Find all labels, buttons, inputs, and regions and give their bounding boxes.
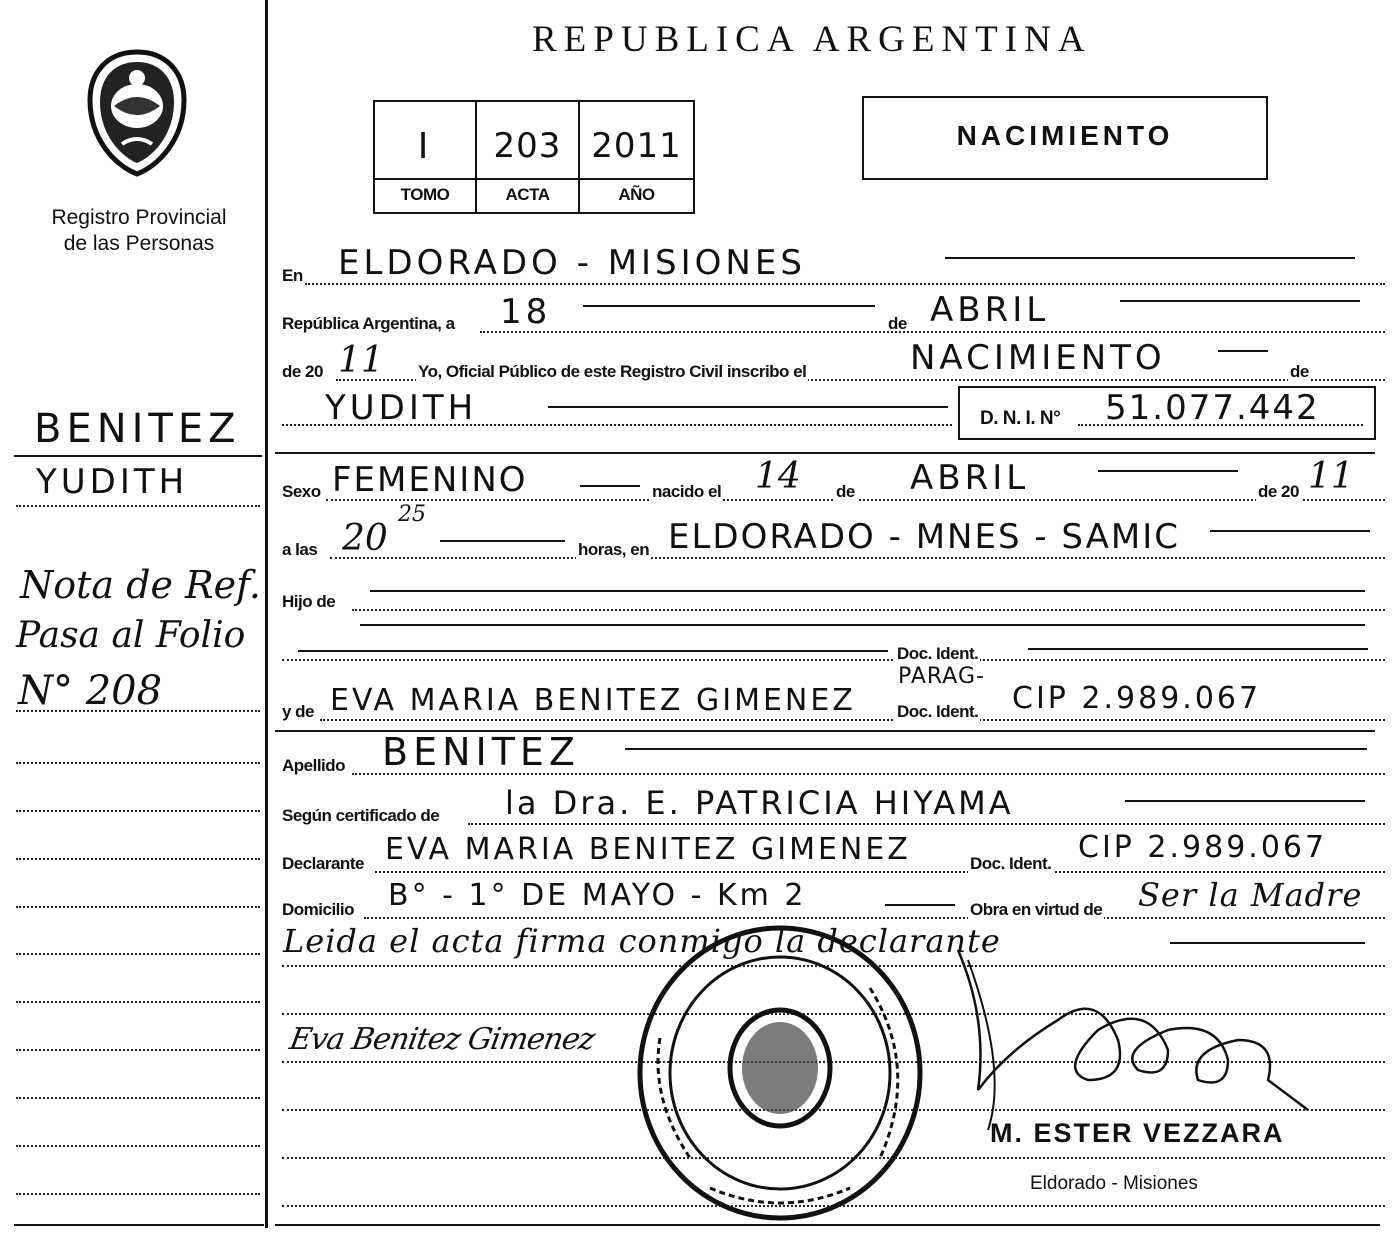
fill-line bbox=[360, 624, 1365, 626]
margin-note-name: YUDITH bbox=[36, 462, 189, 502]
left-column-divider bbox=[265, 0, 268, 1228]
form-line bbox=[352, 609, 1385, 611]
sexo-value: FEMENINO bbox=[332, 460, 528, 500]
yde-label: y de bbox=[282, 702, 315, 721]
alas-label: a las bbox=[282, 540, 318, 559]
form-line bbox=[468, 823, 1385, 825]
doc-ident2-label: Doc. Ident. bbox=[897, 702, 979, 721]
yo-text: Yo, Oficial Público de este Registro Civil inscribo el bbox=[418, 362, 807, 381]
margin-line bbox=[16, 858, 260, 860]
birth-year: 11 bbox=[1308, 456, 1354, 497]
acta-label: ACTA bbox=[505, 185, 550, 204]
margin-line bbox=[16, 1001, 260, 1003]
fill-line bbox=[580, 485, 640, 487]
margin-line bbox=[16, 710, 260, 712]
fill-line bbox=[1125, 800, 1365, 802]
document-type: NACIMIENTO bbox=[956, 120, 1174, 151]
form-line bbox=[282, 659, 1385, 661]
declarante-value: EVA MARIA BENITEZ GIMENEZ bbox=[385, 832, 911, 867]
tomo-acta-box bbox=[373, 100, 695, 214]
sexo-label: Sexo bbox=[282, 482, 321, 501]
declarant-signature: Eva Benitez Gimenez bbox=[286, 1022, 597, 1057]
fill-line bbox=[1210, 530, 1370, 532]
form-line bbox=[330, 557, 1385, 559]
fill-line bbox=[885, 904, 955, 906]
fill-line bbox=[298, 650, 888, 652]
doc-ident3-label: Doc. Ident. bbox=[970, 854, 1052, 873]
obra-value: Ser la Madre bbox=[1138, 876, 1363, 914]
registry-line1: Registro Provincial bbox=[51, 206, 227, 229]
acta-value: 203 bbox=[493, 126, 562, 166]
segun-label: Según certificado de bbox=[282, 806, 440, 825]
margin-line bbox=[16, 1145, 260, 1147]
fill-line bbox=[1028, 648, 1368, 650]
margin-line bbox=[16, 810, 260, 812]
dni-box bbox=[958, 386, 1376, 440]
fill-line bbox=[1218, 350, 1268, 352]
fill-line bbox=[945, 257, 1355, 259]
registry-title bbox=[10, 205, 268, 257]
page-title: REPUBLICA ARGENTINA bbox=[532, 19, 1092, 60]
margin-line bbox=[16, 1193, 260, 1195]
horas-label: horas, en bbox=[578, 540, 650, 559]
margin-line bbox=[16, 762, 260, 764]
birth-day: 14 bbox=[755, 456, 801, 497]
margin-note-ref: Nota de Ref. bbox=[20, 563, 261, 607]
fill-line bbox=[548, 406, 948, 408]
en-value: ELDORADO - MISIONES bbox=[338, 243, 806, 283]
day-value: 18 bbox=[500, 292, 552, 332]
anio-label: AÑO bbox=[618, 185, 655, 204]
dni-label: D. N. I. N° bbox=[980, 408, 1061, 429]
birth-month: ABRIL bbox=[910, 458, 1030, 498]
official-seal-icon bbox=[630, 918, 930, 1228]
apellido-value: BENITEZ bbox=[382, 730, 580, 774]
form-line bbox=[320, 719, 1385, 721]
obra-label: Obra en virtud de bbox=[970, 900, 1103, 919]
fill-line bbox=[440, 540, 565, 542]
form-line bbox=[375, 871, 1385, 873]
month-value: ABRIL bbox=[930, 290, 1050, 330]
mother-value: EVA MARIA BENITEZ GIMENEZ bbox=[330, 683, 856, 718]
minute-value: 25 bbox=[398, 502, 426, 527]
place-value: ELDORADO - MNES - SAMIC bbox=[668, 517, 1180, 557]
year-prefix: de 20 bbox=[282, 362, 323, 381]
apellido-label: Apellido bbox=[282, 756, 346, 775]
form-line bbox=[305, 283, 1385, 285]
section-rule bbox=[275, 452, 1375, 454]
margin-note-surname: BENITEZ bbox=[34, 406, 241, 452]
form-line bbox=[480, 331, 1385, 333]
document-type-box bbox=[862, 96, 1268, 180]
margin-line bbox=[16, 1049, 260, 1051]
rep-label: República Argentina, a bbox=[282, 314, 455, 333]
margin-line bbox=[16, 1097, 260, 1099]
registry-line2: de las Personas bbox=[63, 232, 215, 255]
de20-label: de 20 bbox=[1258, 482, 1299, 501]
misiones-emblem-icon bbox=[78, 48, 196, 178]
year-value: 11 bbox=[338, 340, 384, 381]
margin-note-number: N° 208 bbox=[18, 668, 163, 714]
margin-line bbox=[16, 906, 260, 908]
margin-rule bbox=[14, 455, 262, 457]
declarante-label: Declarante bbox=[282, 854, 364, 873]
de2-label: de bbox=[1290, 362, 1309, 381]
nacido-label: nacido el bbox=[652, 482, 722, 501]
tomo-value: I bbox=[417, 126, 433, 167]
leida-value: Leida el acta firma conmigo la declarante bbox=[283, 922, 1001, 960]
domicilio-value: B° - 1° DE MAYO - Km 2 bbox=[388, 878, 807, 913]
de3-label: de bbox=[836, 482, 855, 501]
margin-line bbox=[16, 953, 260, 955]
hour-value: 20 bbox=[342, 518, 388, 559]
segun-value: la Dra. E. PATRICIA HIYAMA bbox=[505, 784, 1014, 822]
official-location: Eldorado - Misiones bbox=[1030, 1173, 1198, 1194]
fill-line bbox=[370, 590, 1365, 592]
dni-value: 51.077.442 bbox=[1105, 388, 1320, 428]
de-label: de bbox=[888, 314, 907, 333]
domicilio-label: Domicilio bbox=[282, 900, 355, 919]
fill-line bbox=[1098, 470, 1238, 472]
margin-note-folio: Pasa al Folio bbox=[16, 615, 246, 656]
nac-value: NACIMIENTO bbox=[910, 338, 1166, 378]
margin-bottom-rule bbox=[14, 1224, 264, 1226]
doc-ident-label: Doc. Ident. bbox=[897, 644, 979, 663]
official-name: M. ESTER VEZZARA bbox=[990, 1118, 1285, 1148]
fill-line bbox=[625, 748, 1367, 750]
margin-line bbox=[16, 505, 260, 507]
fill-line bbox=[583, 305, 875, 307]
fill-line bbox=[1120, 300, 1360, 302]
tomo-label: TOMO bbox=[400, 185, 450, 204]
anio-value: 2011 bbox=[591, 126, 682, 166]
en-label: En bbox=[282, 266, 303, 285]
nationality-value: PARAG- bbox=[898, 664, 985, 689]
mother-doc-value: CIP 2.989.067 bbox=[1012, 681, 1262, 716]
declarante-doc-value: CIP 2.989.067 bbox=[1078, 830, 1328, 865]
hijo-label: Hijo de bbox=[282, 592, 336, 611]
name-value: YUDITH bbox=[325, 388, 478, 428]
